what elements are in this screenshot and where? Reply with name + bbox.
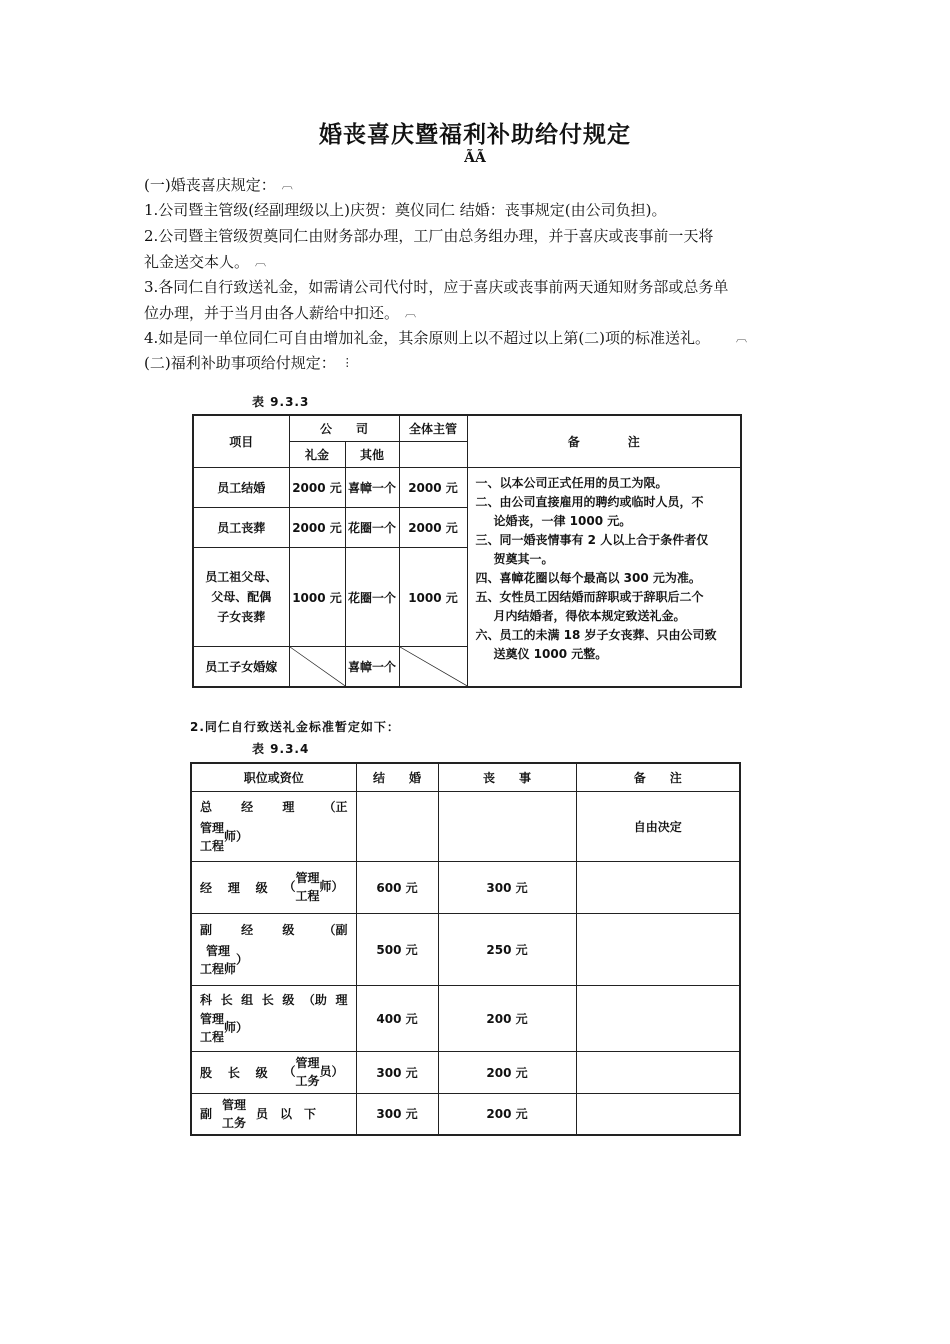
paragraph-3-cont: 位办理，并于当月由各人薪给中扣还。 ︹	[144, 304, 417, 322]
cell-position: 副 管理 工务 员 以 下	[191, 1093, 356, 1135]
header-gift: 礼金	[289, 441, 345, 467]
table-row	[191, 791, 740, 861]
cell-remark	[576, 985, 740, 1051]
cell-other: 喜幛一个	[345, 647, 399, 687]
remarks-notes	[467, 467, 741, 687]
cell-other: 花圈一个	[345, 508, 399, 548]
cell-position: 总 经 理 （正 管理 工程 师）	[191, 791, 356, 861]
section-mark: ︹	[281, 178, 293, 191]
cell-gift: 2000 元	[289, 508, 345, 548]
note-line: 三、同一婚丧情事有 2 人以上合于条件者仅	[475, 532, 709, 547]
cell-mgr-empty	[399, 647, 467, 687]
paragraph-4: 4.如是同一单位同仁可自由增加礼金，其余原则上以不超过以上第(二)项的标准送礼。 ︹	[144, 329, 748, 347]
cell-position: 副 经 级 （副 管理 工程师 ）	[191, 913, 356, 985]
cell-item: 员工结婚	[193, 467, 289, 507]
document-title: 婚丧喜庆暨福利补助给付规定	[319, 121, 631, 148]
note-line: 五、女性员工因结婚而辞职或于辞职后二个	[475, 589, 704, 604]
cell-remark	[576, 1051, 740, 1093]
cell-remark	[576, 1093, 740, 1135]
table-row	[193, 467, 741, 507]
cell-other: 花圈一个	[345, 548, 399, 647]
note-line: 二、由公司直接雇用的聘约或临时人员，不	[475, 494, 704, 509]
cell-funeral: 250 元	[438, 913, 576, 985]
diagonal-slash	[400, 647, 467, 686]
cell-remark	[576, 913, 740, 985]
paragraph-1: 1.公司暨主管级(经副理级以上)庆贺：奠仪同仁 结婚：丧事规定(由公司负担)。	[144, 201, 667, 219]
cell-gift-empty	[289, 647, 345, 687]
note-line: 贺奠其一。	[493, 551, 554, 566]
cell-remark: 自由决定	[576, 791, 740, 861]
paragraph-2-cont: 礼金送交本人。 ︹	[144, 253, 267, 271]
table1-caption: 表 9.3.3	[252, 395, 310, 409]
section-2-heading: (二)福利补助事项给付规定： ⋮	[144, 354, 353, 372]
header-item: 项目	[193, 415, 289, 467]
garbled-glyphs: ÃÃ	[464, 150, 486, 166]
header-position: 职位或资位	[191, 763, 356, 791]
note-line: 送奠仪 1000 元整。	[493, 646, 608, 661]
section-1-heading: (一)婚丧喜庆规定： ︹	[144, 176, 293, 194]
gift-standard-table	[192, 414, 742, 688]
note-line: 四、喜幛花圈以每个最高以 300 元为准。	[475, 570, 701, 585]
table2-caption: 表 9.3.4	[252, 742, 310, 756]
cell-other: 喜幛一个	[345, 467, 399, 507]
note-line: 六、员工的未满 18 岁子女丧葬、只由公司致	[475, 627, 717, 642]
note-line: 月内结婚者，得依本规定致送礼金。	[493, 608, 686, 623]
header-wedding: 结 婚	[356, 763, 438, 791]
colleague-gift-table	[190, 762, 741, 1136]
cell-wedding: 600 元	[356, 861, 438, 913]
table-row	[191, 913, 740, 985]
cell-item: 员工祖父母、 父母、配偶 子女丧葬	[193, 548, 289, 647]
cell-position: 科 长 组 长 级 （助 理 管理 工程 师）	[191, 985, 356, 1051]
cell-funeral: 200 元	[438, 985, 576, 1051]
cell-wedding: 300 元	[356, 1051, 438, 1093]
cell-funeral: 300 元	[438, 861, 576, 913]
cell-funeral: 200 元	[438, 1051, 576, 1093]
cell-wedding: 400 元	[356, 985, 438, 1051]
header-other: 其他	[345, 441, 399, 467]
cell-position: 经 理 级 （ 管理 工程 师）	[191, 861, 356, 913]
header-blank	[399, 441, 467, 467]
cell-wedding: 300 元	[356, 1093, 438, 1135]
paragraph-2: 2.公司暨主管级贺奠同仁由财务部办理，工厂由总务组办理，并于喜庆或丧事前一天将	[144, 227, 714, 245]
table-row	[191, 1051, 740, 1093]
header-remarks: 备 注	[576, 763, 740, 791]
cell-mgr: 2000 元	[399, 508, 467, 548]
note-line: 论婚丧，一律 1000 元。	[493, 513, 632, 528]
section-mark: ︹	[736, 331, 748, 344]
table-row	[191, 985, 740, 1051]
cell-gift: 2000 元	[289, 467, 345, 507]
header-company: 公 司	[289, 415, 399, 441]
cell-funeral: 200 元	[438, 1093, 576, 1135]
header-remarks: 备 注	[467, 415, 741, 467]
cell-gift: 1000 元	[289, 548, 345, 647]
cell-wedding: 500 元	[356, 913, 438, 985]
cell-mgr: 2000 元	[399, 467, 467, 507]
paragraph-3: 3.各同仁自行致送礼金，如需请公司代付时，应于喜庆或丧事前两天通知财务部或总务单	[144, 278, 729, 296]
subsection-2-label: 2.同仁自行致送礼金标准暂定如下：	[190, 720, 400, 734]
cell-position: 股 长 级 （ 管理 工务 员）	[191, 1051, 356, 1093]
table-row	[191, 861, 740, 913]
cell-item: 员工子女婚嫁	[193, 647, 289, 687]
header-funeral: 丧 事	[438, 763, 576, 791]
cell-wedding	[356, 791, 438, 861]
section-mark: ⋮	[341, 356, 353, 369]
section-mark: ︹	[405, 306, 417, 319]
table-row	[191, 1093, 740, 1135]
diagonal-slash	[290, 647, 345, 686]
header-all-managers: 全体主管	[399, 415, 467, 441]
cell-mgr: 1000 元	[399, 548, 467, 647]
cell-remark	[576, 861, 740, 913]
note-line: 一、以本公司正式任用的员工为限。	[475, 475, 668, 490]
cell-item: 员工丧葬	[193, 508, 289, 548]
cell-funeral	[438, 791, 576, 861]
section-mark: ︹	[255, 255, 267, 268]
